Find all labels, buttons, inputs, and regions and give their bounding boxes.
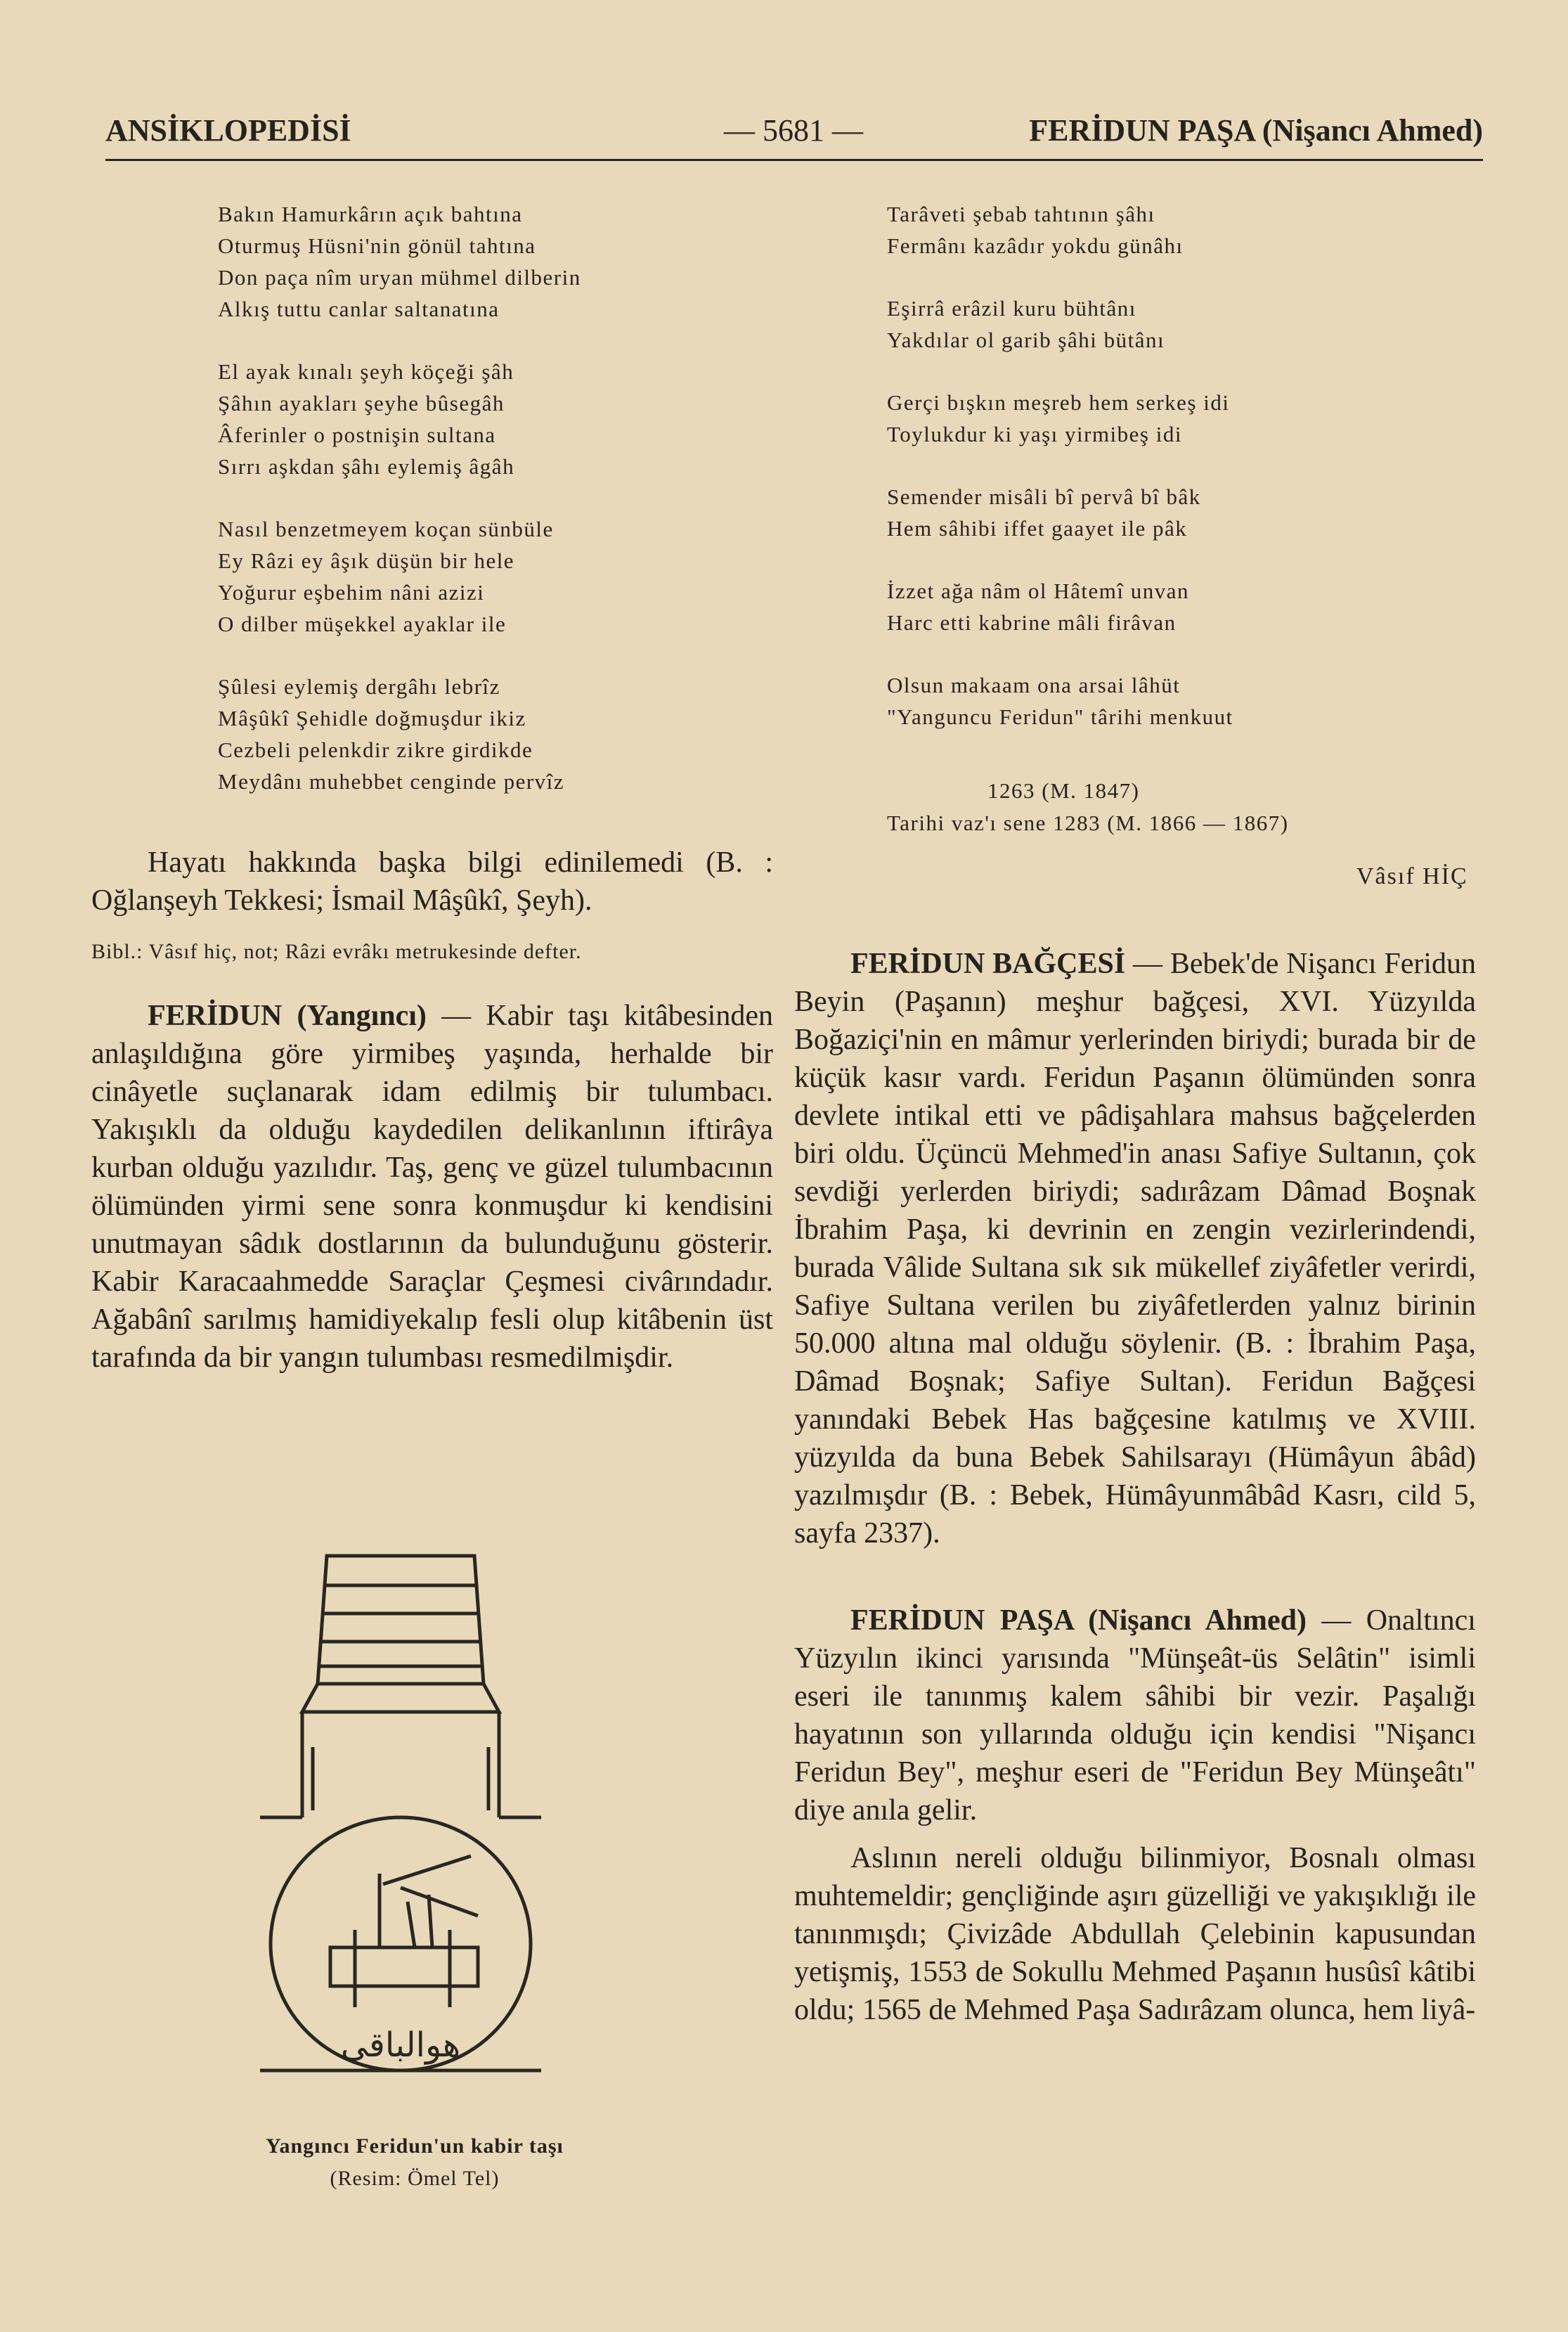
entry-feridun-yanginci [91,997,773,1377]
paragraph: Aslının nereli olduğu bilinmiyor, Bosnalı olması muhtemeldir; gençliğinde aşırı güzelliği ve yakışıklığı ile tanınmışdı; Çivizâde Abdullah Çelebinin kapusundan yetişmiş, 1553 de Sokullu Mehmed Paşanın husûsî kâtibi oldu; 1565 de Mehmed Paşa Sadırâzam olunca, hem liyâ- [794,1842,1476,2026]
poem-line: El ayak kınalı şeyh köçeği şâh [218,359,514,384]
poem-line: Gerçi bışkın meşreb hem serkeş idi [887,390,1230,415]
author-signature: Vâsıf HİÇ [1356,863,1468,889]
poem-stanza [218,513,752,640]
left-poem [218,198,752,828]
entry-feridun-bagcesi [794,945,1476,1552]
poem-line: Oturmuş Hüsni'nin gönül tahtına [218,233,536,258]
right-column-text [794,945,1476,2029]
poem-line: İzzet ağa nâm ol Hâtemî unvan [887,579,1189,603]
poem-line: Nasıl benzetmeyem koçan sünbüle [218,517,554,541]
header-entry-paren: (Nişancı Ahmed) [1262,113,1483,148]
caption-credit: (Resim: Ömel Tel) [330,2167,500,2190]
entry-feridun-pasa [794,1602,1476,1829]
poem-line: Fermânı kazâdır yokdu günâhı [887,233,1184,258]
left-column-text [91,844,773,1377]
poem-line: Alkış tuttu canlar saltanatına [218,297,500,321]
poem-line: Ey Râzi ey âşık düşün bir hele [218,548,515,573]
figure-caption [148,2130,682,2195]
entry-body: — Onaltıncı Yüzyılın ikinci yarısında "Münşeât-üs Selâtin" isimli eseri ile tanınmış kalem sâhibi bir vezir. Paşalığı hayatının son yıllarında olduğu için kendisi "Nişancı Feridun Bey", meşhur eseri de "Feridun Bey Münşeâtı" diye anıla gelir. [794,1604,1476,1827]
entry-body: — Bebek'de Nişancı Feridun Beyin (Paşanın) meşhur bağçesi, XVI. Yüzyılda Boğaziçi'nin en mâmur yerlerinden biriydi; burada bir de küçük kasır vardı. Feridun Paşanın ölümünden sonra devlete intikal etti ve pâdişahlara mahsus bağçelerden biri oldu. Üçüncü Mehmed'in anası Safiye Sultanın, çok sevdiği yerlerden biriydi; sadırâzam Dâmad Boşnak İbrahim Paşa, ki devrinin en zengin vezirlerindendi, burada Vâlide Sultana sık sık mükellef ziyâfetler verirdi, Safiye Sultana verilen bu ziyâfetlerden yalnız birinin 50.000 altına mal olduğu söylenir. (B. : İbrahim Paşa, Dâmad Boşnak; Safiye Sultan). Feridun Bağçesi yanındaki Bebek Has bağçesine katılmış ve XVIII. yüzyılda da buna Bebek Sahilsarayı (Hümâyun âbâd) yazılmışdır (B. : Bebek, Hümâyunmâbâd Kasrı, cild 5, sayfa 2337). [794,948,1476,1550]
poem-line: Bakın Hamurkârın açık bahtına [218,202,523,226]
entry-heading: FERİDUN PAŞA (Nişancı Ahmed) [850,1604,1307,1637]
tombstone-illustration [260,1536,541,2077]
poem-line: Don paça nîm uryan mühmel dilberin [218,265,581,290]
poem-line: Semender misâli bî pervâ bî bâk [887,484,1201,509]
poem-stanza [887,575,1449,638]
bibliography: Bibl.: Vâsıf hiç, not; Râzi evrâkı metrukesinde defter. [91,940,582,963]
poem-stanza [887,292,1449,356]
right-poem [887,198,1449,764]
date-text: Tarihi vaz'ı sene 1283 (M. 1866 — 1867) [887,811,1289,835]
caption-title: Yangıncı Feridun'un kabir taşı [266,2134,564,2158]
poem-stanza [887,387,1449,450]
poem-stanza [887,198,1449,262]
poem-line: Yoğurur eşbehim nâni azizi [218,580,485,605]
page-number: — 5681 — [724,113,863,148]
date-line-1 [987,775,1409,806]
poem-stanza [887,669,1449,733]
poem-line: "Yanguncu Feridun" târihi menkuut [887,704,1233,729]
poem-line: Mâşûkî Şehidle doğmuşdur ikiz [218,706,526,730]
date-text: 1263 (M. 1847) [987,778,1140,803]
header-entry-name: FERİDUN PAŞA [1029,113,1255,148]
entry-heading: FERİDUN BAĞÇESİ [850,948,1126,980]
entry-heading: FERİDUN (Yangıncı) [148,1000,427,1032]
tombstone-drawing [260,1536,541,2077]
poem-line: Meydânı muhebbet cenginde pervîz [218,769,565,794]
poem-line: Yakdılar ol garib şâhi bütânı [887,328,1165,352]
entry-body: — Kabir taşı kitâbesinden anlaşıldığına göre yirmibeş yaşında, herhalde bir cinâyetle suçlanarak idam edilmiş bir tulumbacı. Yakışıklı da olduğu kaydedilen delikanlının iftirâya kurban olduğu yazılıdır. Taş, genç ve güzel tulumbacının ölümünden yirmi sene sonra konmuşdur ki kendisini unutmayan sâdık dostlarının da bulunduğunu gösterir. Kabir Karacaahmedde Saraçlar Çeşmesi civârındadır. Ağabânî sarılmış hamidiyekalıp fesli olup kitâbenin üst tarafında da bir yangın tulumbası resmedilmişdir. [91,1000,773,1374]
date-line-2 [887,807,1463,839]
poem-line: Olsun makaam ona arsai lâhüt [887,673,1181,697]
poem-line: Şâhın ayakları şeyhe bûsegâh [218,391,505,415]
poem-stanza [887,481,1449,544]
header-rule [105,159,1483,161]
poem-line: Âferinler o postnişin sultana [218,423,496,447]
poem-stanza [218,671,752,797]
header-encyclopedia-title: ANSİKLOPEDİSİ [105,113,351,148]
poem-line: Eşirrâ erâzil kuru bühtânı [887,296,1136,321]
page-header [105,112,1483,155]
header-entry-title [1029,112,1483,148]
poem-line: Tarâveti şebab tahtının şâhı [887,202,1155,226]
poem-line: Sırrı aşkdan şâhı eylemiş âgâh [218,454,515,479]
poem-stanza [218,198,752,325]
poem-line: Harc etti kabrine mâli firâvan [887,610,1177,635]
poem-line: Şûlesi eylemiş dergâhı lebrîz [218,674,500,699]
paragraph: Hayatı hakkında başka bilgi edinilemedi (B. : Oğlanşeyh Tekkesi; İsmail Mâşûkî, Şeyh). [91,846,773,917]
poem-line: O dilber müşekkel ayaklar ile [218,612,507,636]
poem-line: Hem sâhibi iffet gaayet ile pâk [887,516,1188,541]
tombstone-inscription: هوالباقى [340,2025,461,2065]
poem-line: Cezbeli pelenkdir zikre girdikde [218,737,533,762]
poem-line: Toylukdur ki yaşı yirmibeş idi [887,422,1182,446]
poem-stanza [218,356,752,482]
